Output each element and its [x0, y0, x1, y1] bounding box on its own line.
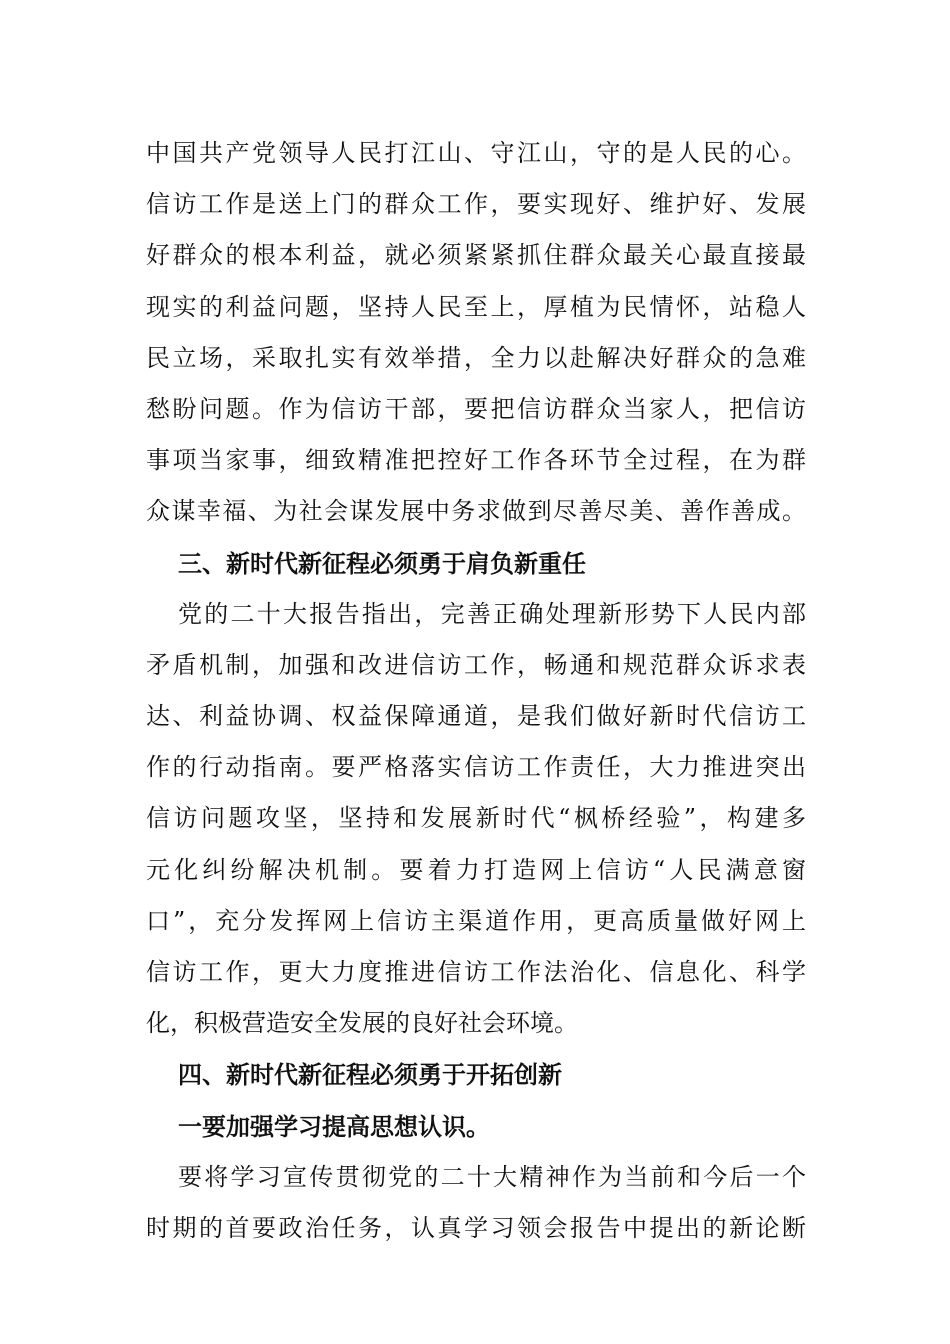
text-line: 信访问题攻坚，坚持和发展新时代“枫桥经验”，构建多: [146, 804, 806, 833]
text-line: 口”，充分发挥网上信访主渠道作用，更高质量做好网上: [146, 906, 806, 935]
document-body: [146, 128, 806, 1254]
text-line: 作的行动指南。要严格落实信访工作责任，大力推进突出: [146, 753, 806, 782]
text-line: 化，积极营造安全发展的良好社会环境。: [146, 1009, 578, 1038]
text-line: 现实的利益问题，坚持人民至上，厚植为民情怀，站稳人: [146, 292, 806, 321]
sub-heading: 一要加强学习提高思想认识。: [178, 1111, 490, 1141]
text-line: 好群众的根本利益，就必须紧紧抓住群众最关心最直接最: [146, 241, 806, 270]
text-line: 众谋幸福、为社会谋发展中务求做到尽善尽美、善作善成。: [146, 497, 806, 526]
section-heading: 三、新时代新征程必须勇于肩负新重任: [178, 548, 586, 578]
text-line: 元化纠纷解决机制。要着力打造网上信访“人民满意窗: [146, 855, 806, 884]
text-line: 达、利益协调、权益保障通道，是我们做好新时代信访工: [146, 702, 806, 731]
text-line: 矛盾机制，加强和改进信访工作，畅通和规范群众诉求表: [146, 650, 806, 679]
text-line: 信访工作，更大力度推进信访工作法治化、信息化、科学: [146, 958, 806, 986]
text-line: 愁盼问题。作为信访干部，要把信访群众当家人，把信访: [146, 394, 806, 423]
text-line: 中国共产党领导人民打江山、守江山，守的是人民的心。: [146, 139, 806, 167]
text-line: 信访工作是送上门的群众工作，要实现好、维护好、发展: [146, 190, 806, 219]
section-heading: 四、新时代新征程必须勇于开拓创新: [178, 1060, 562, 1090]
text-line: 民立场，采取扎实有效举措，全力以赴解决好群众的急难: [146, 343, 806, 372]
text-line: 事项当家事，细致精准把控好工作各环节全过程，在为群: [146, 446, 806, 475]
text-line: 党的二十大报告指出，完善正确处理新形势下人民内部: [178, 599, 806, 628]
text-line: 时期的首要政治任务，认真学习领会报告中提出的新论断: [146, 1213, 806, 1242]
text-line: 要将学习宣传贯彻党的二十大精神作为当前和今后一个: [178, 1162, 806, 1191]
